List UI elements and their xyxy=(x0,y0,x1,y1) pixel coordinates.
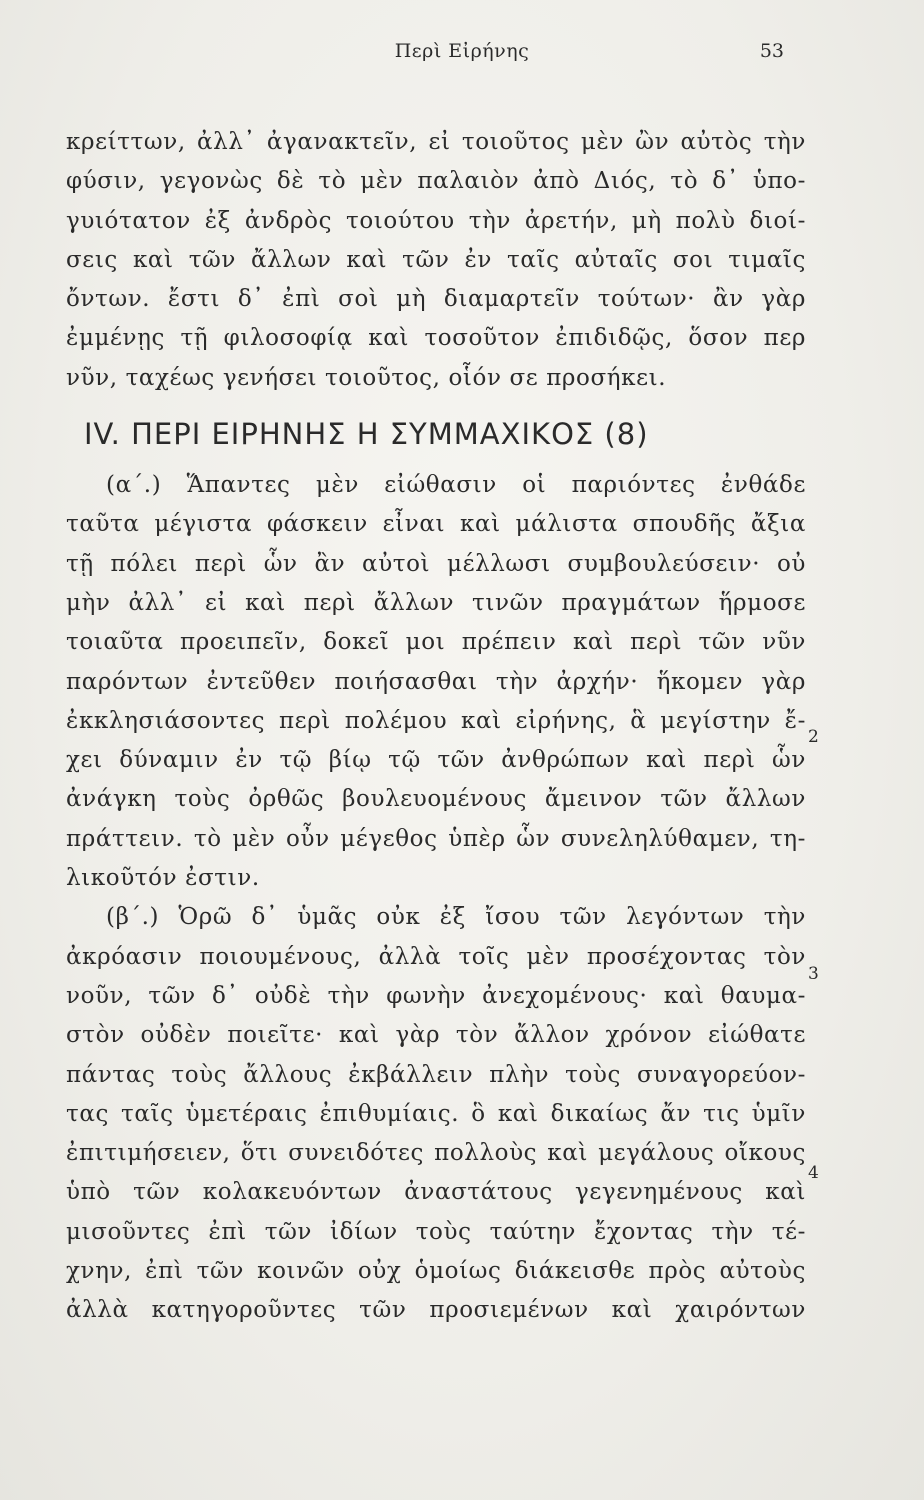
text-line: σεις καὶ τῶν ἄλλων καὶ τῶν ἐν ταῖς αὐταῖς σοι τιμαῖς xyxy=(66,246,806,273)
text-line: ἐκκλησιάσοντες περὶ πολέμου καὶ εἰρήνης, ἃ μεγίστην ἔ- xyxy=(66,707,806,734)
text-line: μισοῦντες ἐπὶ τῶν ἰδίων τοὺς ταύτην ἔχοντας τὴν τέ- xyxy=(66,1218,806,1245)
text-line: στὸν οὐδὲν ποιεῖτε· καὶ γὰρ τὸν ἄλλον χρόνον εἰώθατε xyxy=(66,1022,806,1049)
page-number: 53 xyxy=(759,40,784,62)
text-line: τῇ πόλει περὶ ὧν ἂν αὐτοὶ μέλλωσι συμβουλεύσειν· οὐ xyxy=(66,550,806,577)
section-number: 2 xyxy=(808,727,819,747)
text-line: ταῦτα μέγιστα φάσκειν εἶναι καὶ μάλιστα σπουδῆς ἄξια xyxy=(66,511,806,538)
text-line: τοιαῦτα προειπεῖν, δοκεῖ μοι πρέπειν καὶ περὶ τῶν νῦν xyxy=(66,629,806,656)
text-line: νῦν, ταχέως γενήσει τοιοῦτος, οἷόν σε προσήκει. xyxy=(66,364,667,391)
text-line: ἀνάγκη τοὺς ὀρθῶς βουλευομένους ἄμεινον τῶν ἄλλων xyxy=(66,786,806,813)
text-line: κρείττων, ἀλλ᾽ ἀγανακτεῖν, εἰ τοιοῦτος μὲν ὢν αὐτὸς τὴν xyxy=(66,129,806,155)
text-line: ὑπὸ τῶν κολακευόντων ἀναστάτους γεγενημένους καὶ xyxy=(66,1179,806,1206)
text-line: (α΄.) Ἅπαντες μὲν εἰώθασιν οἱ παριόντες ἐνθάδε xyxy=(106,472,806,499)
running-head xyxy=(0,40,924,70)
text-line: πράττειν. τὸ μὲν οὖν μέγεθος ὑπὲρ ὧν συνεληλύθαμεν, τη- xyxy=(66,825,806,852)
text-line: φύσιν, γεγονὼς δὲ τὸ μὲν παλαιὸν ἀπὸ Διός, τὸ δ᾽ ὑπο- xyxy=(66,168,806,195)
text-line: (β΄.) Ὁρῶ δ᾽ ὑμᾶς οὐκ ἐξ ἴσου τῶν λεγόντων τὴν xyxy=(106,904,806,931)
text-line: χνην, ἐπὶ τῶν κοινῶν οὐχ ὁμοίως διάκεισθε πρὸς αὐτοὺς xyxy=(66,1258,806,1285)
text-line: χει δύναμιν ἐν τῷ βίῳ τῷ τῶν ἀνθρώπων καὶ περὶ ὧν xyxy=(66,747,806,774)
body-text xyxy=(66,123,806,1331)
text-line: πάντας τοὺς ἄλλους ἐκβάλλειν πλὴν τοὺς συναγορεύον- xyxy=(66,1061,806,1088)
text-line: τας ταῖς ὑμετέραις ἐπιθυμίαις. ὃ καὶ δικαίως ἄν τις ὑμῖν xyxy=(66,1100,806,1127)
running-title: Περὶ Εἰρήνης xyxy=(394,40,530,62)
text-line: ὄντων. ἔστι δ᾽ ἐπὶ σοὶ μὴ διαμαρτεῖν τούτων· ἂν γὰρ xyxy=(66,286,806,313)
text-line: ἀλλὰ κατηγοροῦντες τῶν προσιεμένων καὶ χαιρόντων xyxy=(66,1297,806,1324)
section-number: 3 xyxy=(808,964,819,984)
text-line: μὴν ἀλλ᾽ εἰ καὶ περὶ ἄλλων τινῶν πραγμάτων ἥρμοσε xyxy=(66,589,806,616)
text-line: γυιότατον ἐξ ἀνδρὸς τοιούτου τὴν ἀρετήν, μὴ πολὺ διοί- xyxy=(66,207,806,234)
text-line: ἐπιτιμήσειεν, ὅτι συνειδότες πολλοὺς καὶ μεγάλους οἴκους xyxy=(66,1140,806,1167)
text-line: λικοῦτόν ἐστιν. xyxy=(66,865,260,892)
text-line: παρόντων ἐντεῦθεν ποιήσασθαι τὴν ἀρχήν· ἥκομεν γὰρ xyxy=(66,668,806,695)
section-number: 4 xyxy=(808,1163,819,1183)
text-line: ἀκρόασιν ποιουμένους, ἀλλὰ τοῖς μὲν προσέχοντας τὸν xyxy=(66,943,806,970)
text-line: ἐμμένῃς τῇ φιλοσοφίᾳ καὶ τοσοῦτον ἐπιδιδῷς, ὅσον περ xyxy=(66,325,806,352)
section-heading: IV. ΠΕΡΙ ΕΙΡΗΝΗΣ Η ΣΥΜΜΑΧΙΚΟΣ (8) xyxy=(84,417,649,452)
text-line: νοῦν, τῶν δ᾽ οὐδὲ τὴν φωνὴν ἀνεχομένους· καὶ θαυμα- xyxy=(66,982,806,1009)
